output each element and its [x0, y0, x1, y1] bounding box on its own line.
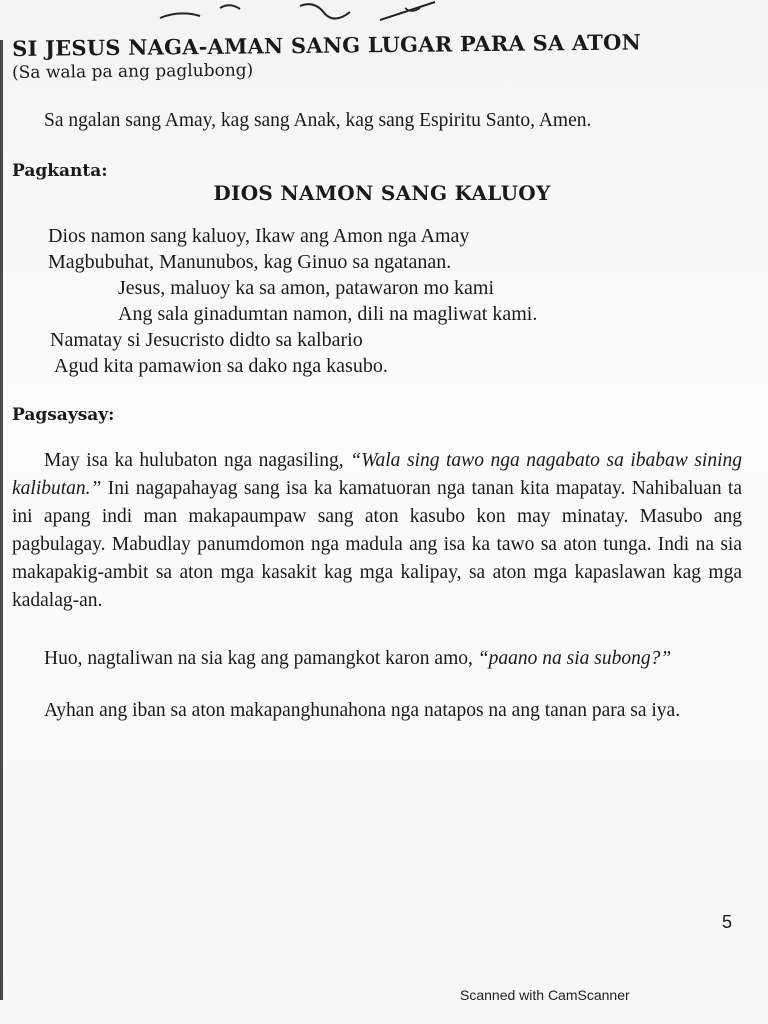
lyric-line: Namatay si Jesucristo didto sa kalbario [50, 329, 363, 351]
song-lyrics [12, 223, 742, 379]
lyric-line: Agud kita pamawion sa dako nga kasubo. [54, 355, 388, 377]
reflection-p1-rest: Ini nagapahayag sang isa ka kamatuoran nga tanan kita mapatay. Nahibaluan ta ini apang indi man makapaumpaw sang aton kasubo kon may minatay. Masubo ang pagbulagay. Mabudlay panumdomon nga madula ang isa ka tawo sa aton tunga. Indi na sia makapakig-ambit sa aton mga kasakit kag mga kalipay, sa aton mga kapaslawan kag mga kadalag-an. [12, 478, 742, 611]
lyric-line: Dios namon sang kaluoy, Ikaw ang Amon nga Amay [48, 225, 470, 247]
song-title: DIOS NAMON SANG KALUOY [213, 181, 551, 205]
page-number: 5 [721, 912, 732, 932]
reflection-p2-lead: Huo, nagtaliwan na sia kag ang pamangkot karon amo, [44, 648, 478, 669]
reflection-section-label: Pagsaysay: [12, 405, 115, 425]
lyric-line: Magbubuhat, Manunubos, kag Ginuo sa ngatanan. [48, 251, 452, 273]
page-edge-shadow [0, 40, 3, 1000]
page-subtitle: (Sa wala pa ang paglubong) [12, 60, 254, 83]
lyric-line: Jesus, maluoy ka sa amon, patawaron mo kami [118, 277, 495, 299]
page-content [12, 29, 742, 725]
invocation-paragraph: Sa ngalan sang Amay, kag sang Anak, kag sang Espiritu Santo, Amen. [44, 110, 592, 131]
song-section-label: Pagkanta: [12, 161, 108, 181]
reflection-paragraph-2 [12, 645, 742, 673]
page-title: SI JESUS NAGA-AMAN SANG LUGAR PARA SA ATON [12, 29, 642, 61]
camscanner-watermark: Scanned with CamScanner [460, 987, 630, 1003]
top-scribble-marks [150, 0, 450, 30]
lyric-line: Ang sala ginadumtan namon, dili na magliwat kami. [118, 303, 538, 325]
reflection-p1-lead: May isa ka hulubaton nga nagasiling, [44, 450, 351, 471]
reflection-p1-quote: “Wala sing tawo nga nagabato sa ibabaw sining kalibutan.” [12, 450, 742, 499]
reflection-p2-quote: “paano na sia subong?” [477, 648, 672, 669]
reflection-paragraph-3: Ayhan ang iban sa aton makapanghunahona nga natapos na ang tanan para sa iya. [44, 700, 681, 721]
reflection-body [12, 447, 742, 725]
reflection-paragraph-1 [12, 447, 742, 615]
